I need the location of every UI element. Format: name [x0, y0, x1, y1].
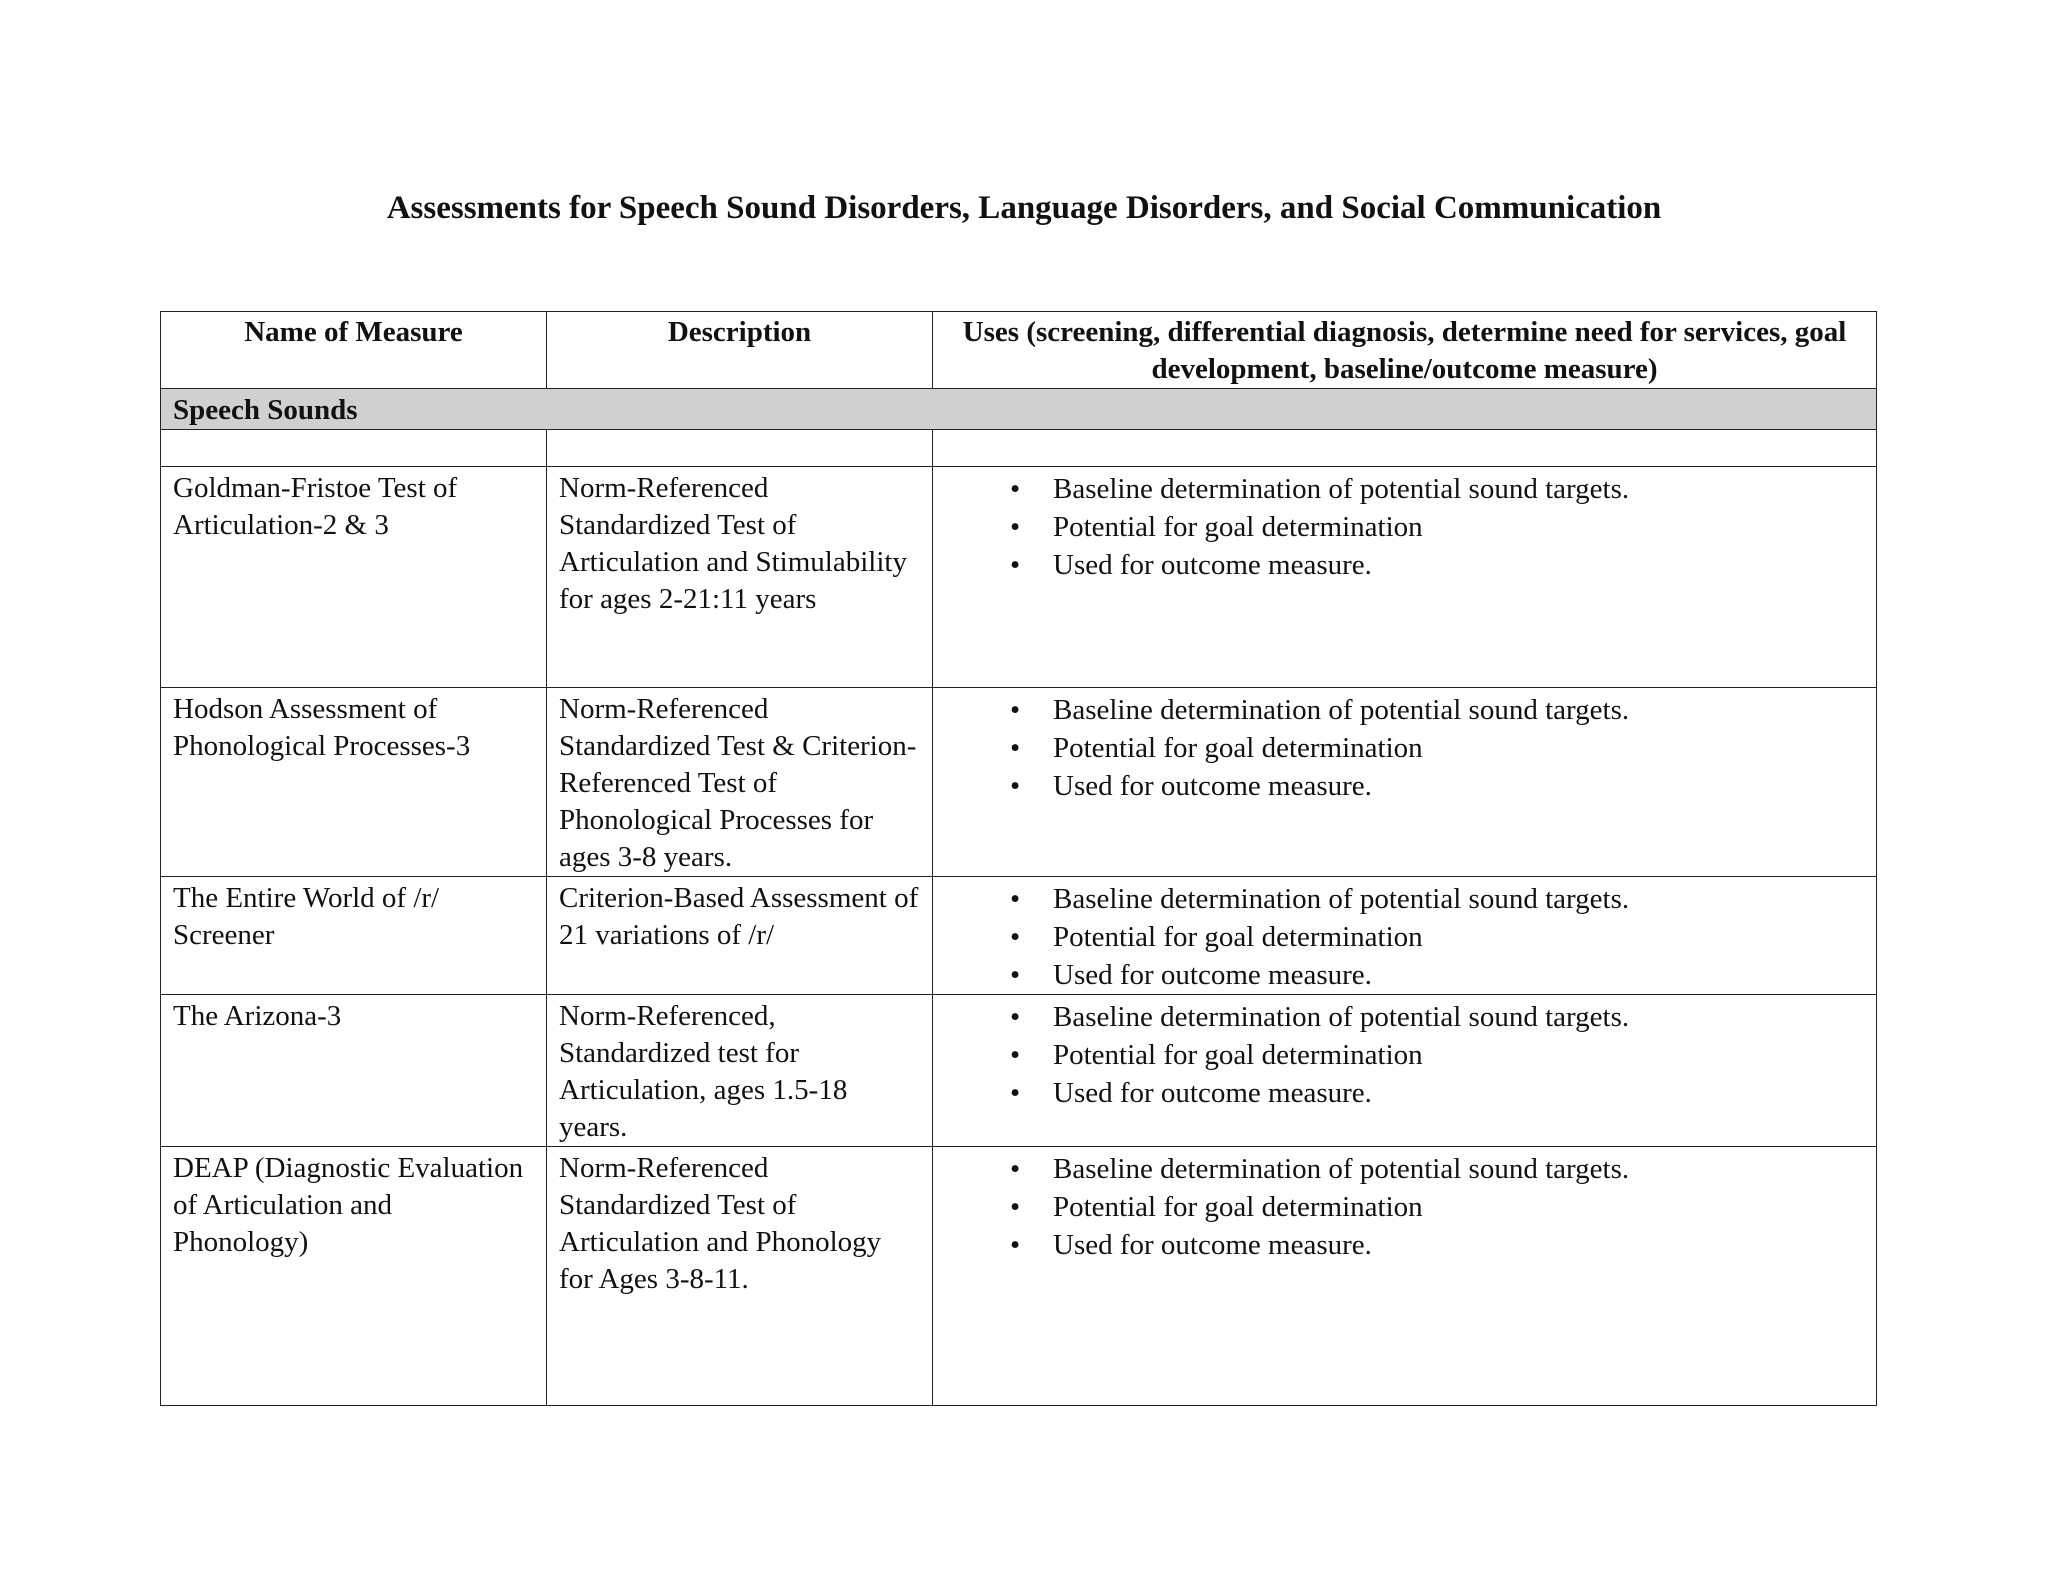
uses-item: • Used for outcome measure.: [1053, 767, 1864, 805]
measure-uses: [933, 995, 1877, 1147]
empty-cell: [161, 430, 547, 467]
header-row: [161, 312, 1877, 389]
measure-description: Norm-Referenced Standardized Test & Criterion-Referenced Test of Phonological Processes for ages 3-8 years.: [547, 688, 933, 877]
table-row: [161, 688, 1877, 877]
measure-name: Hodson Assessment of Phonological Processes-3: [161, 688, 547, 877]
measure-name: The Arizona-3: [161, 995, 547, 1147]
header-uses: Uses (screening, differential diagnosis, determine need for services, goal development, baseline/outcome measure): [933, 312, 1877, 389]
uses-item: • Baseline determination of potential sound targets.: [1053, 1150, 1864, 1188]
measure-description: Norm-Referenced Standardized Test of Articulation and Stimulability for ages 2-21:11 years: [547, 467, 933, 688]
measure-name: The Entire World of /r/ Screener: [161, 877, 547, 995]
page-title: Assessments for Speech Sound Disorders, Language Disorders, and Social Communication: [386, 190, 1662, 226]
uses-list: [945, 880, 1864, 994]
section-row-speech-sounds: [161, 389, 1877, 430]
measure-description: Criterion-Based Assessment of 21 variations of /r/: [547, 877, 933, 995]
uses-item: • Baseline determination of potential sound targets.: [1053, 880, 1864, 918]
uses-item: • Baseline determination of potential sound targets.: [1053, 470, 1864, 508]
uses-item: • Potential for goal determination: [1053, 729, 1864, 767]
uses-item: • Potential for goal determination: [1053, 918, 1864, 956]
measure-name: DEAP (Diagnostic Evaluation of Articulation and Phonology): [161, 1147, 547, 1406]
uses-list: [945, 691, 1864, 805]
uses-list: [945, 1150, 1864, 1264]
measure-uses: [933, 877, 1877, 995]
uses-item: • Potential for goal determination: [1053, 508, 1864, 546]
measure-name: Goldman-Fristoe Test of Articulation-2 & 3: [161, 467, 547, 688]
uses-item: • Baseline determination of potential sound targets.: [1053, 691, 1864, 729]
header-name-of-measure: Name of Measure: [161, 312, 547, 389]
table-row: [161, 1147, 1877, 1406]
uses-item: • Potential for goal determination: [1053, 1036, 1864, 1074]
uses-list: [945, 470, 1864, 584]
uses-item: • Used for outcome measure.: [1053, 1226, 1864, 1264]
empty-cell: [547, 430, 933, 467]
section-label: Speech Sounds: [161, 389, 1877, 430]
assessments-table: [160, 311, 1877, 1406]
header-description: Description: [547, 312, 933, 389]
measure-uses: [933, 467, 1877, 688]
uses-item: • Baseline determination of potential sound targets.: [1053, 998, 1864, 1036]
empty-cell: [933, 430, 1877, 467]
uses-list: [945, 998, 1864, 1112]
table-row: [161, 995, 1877, 1147]
measure-description: Norm-Referenced Standardized Test of Articulation and Phonology for Ages 3-8-11.: [547, 1147, 933, 1406]
uses-item: • Used for outcome measure.: [1053, 546, 1864, 584]
table-row: [161, 467, 1877, 688]
measure-uses: [933, 688, 1877, 877]
empty-row: [161, 430, 1877, 467]
uses-item: • Potential for goal determination: [1053, 1188, 1864, 1226]
uses-item: • Used for outcome measure.: [1053, 1074, 1864, 1112]
measure-uses: [933, 1147, 1877, 1406]
table-row: [161, 877, 1877, 995]
uses-item: • Used for outcome measure.: [1053, 956, 1864, 994]
measure-description: Norm-Referenced, Standardized test for Articulation, ages 1.5-18 years.: [547, 995, 933, 1147]
